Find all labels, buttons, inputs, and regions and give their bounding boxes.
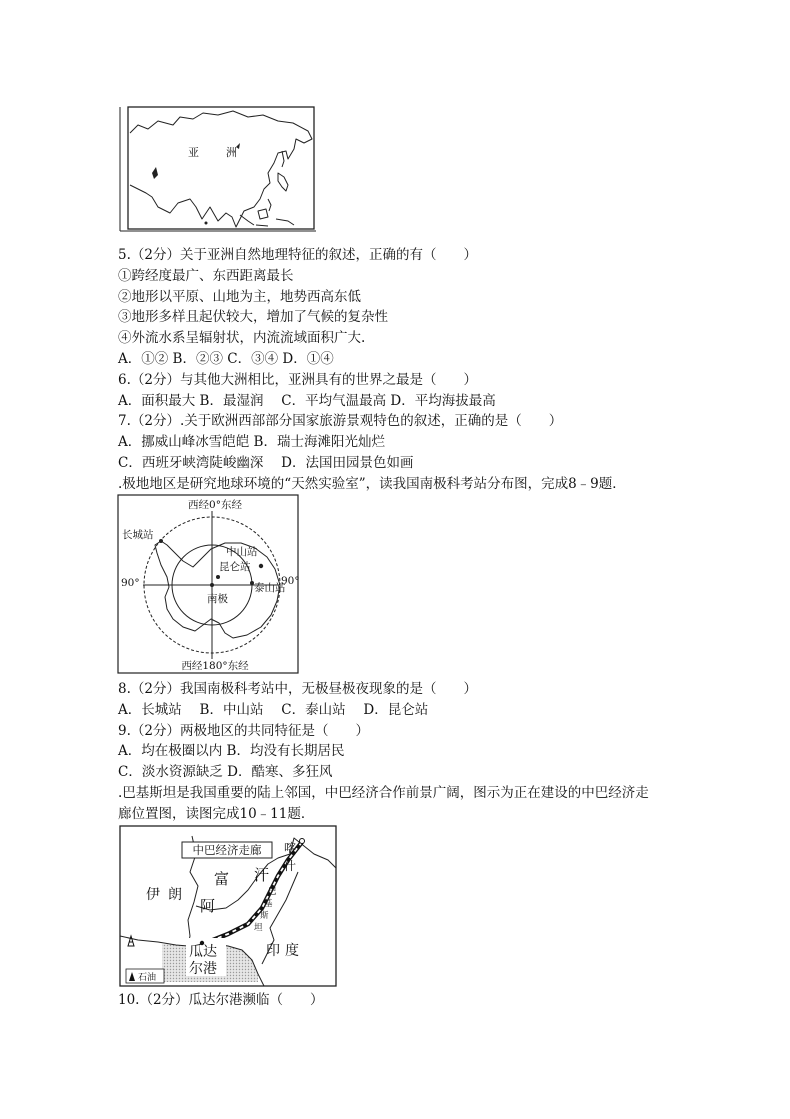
questions-5-7 (118, 245, 626, 495)
pakistan-label-2: 基 (264, 899, 273, 909)
kashgar-label-2: 什 (284, 859, 297, 873)
q7-stem: 7.（2分）.关于欧洲西部部分国家旅游景观特色的叙述，正确的是（ ） (118, 413, 563, 430)
q8-options: A．长城站 B．中山站 C．泰山站 D．昆仑站 (118, 701, 429, 718)
asia-label-ya: 亚 (188, 146, 199, 159)
left-90-label: 90° (121, 577, 140, 589)
q9-options-line-2: C．淡水资源缺乏 D．酷寒、多狂风 (118, 764, 333, 781)
asia-coastline (130, 111, 312, 227)
afghanistan-label-3: 汗 (254, 866, 270, 884)
intro-10-11-line-2: 廊位置图，读图完成10﹣11题． (118, 805, 315, 822)
sakhalin-island (282, 151, 284, 167)
q9-options-line-1: A．均在极圈以内 B．均没有长期居民 (118, 743, 345, 760)
q9-stem: 9.（2分）两极地区的共同特征是（ ） (118, 722, 369, 739)
south-pole-label: 南极 (207, 593, 228, 605)
q5-statement-4: ④外流水系呈辐射状，内流流域面积广大. (118, 330, 366, 347)
q5-statement-3: ③地形多样且起伏较大，增加了气候的复杂性 (118, 309, 388, 326)
iran-label: 伊朗 (146, 887, 190, 903)
antarctic-top-label: 西经0°东经 (188, 499, 242, 511)
afghanistan-label-2: 富 (214, 870, 230, 888)
philippines-islands (268, 199, 271, 211)
legend-oil-label: 石油 (138, 973, 157, 983)
asia-map (118, 103, 318, 233)
india-label: 印度 (266, 943, 304, 959)
kunlun-station-dot (216, 575, 220, 579)
great-wall-station-dot (159, 539, 163, 543)
pakistan-label-4: 坦 (254, 923, 263, 933)
new-guinea-island (276, 219, 294, 225)
pakistan-label-1: 巴 (268, 887, 277, 897)
caspian-sea (152, 167, 158, 179)
intro-8-9: .极地地区是研究地球环境的“天然实验室”，读我国南极科考站分布图，完成8﹣9题． (118, 475, 626, 492)
gwadar-label-1: 瓜达 (189, 944, 217, 960)
q10-stem: 10.（2分）瓜达尔港濒临（ ） (118, 992, 324, 1008)
sri-lanka-island (205, 222, 208, 225)
q6-options: A．面积最大 B．最湿润 C．平均气温最高 D．平均海拔最高 (118, 392, 496, 409)
zhongshan-station-label: 中山站 (226, 546, 258, 558)
taishan-station-label: 泰山站 (254, 582, 286, 594)
corridor-title: 中巴经济走廊 (192, 843, 262, 857)
pakistan-label-3: 斯 (260, 911, 269, 921)
q8-stem: 8.（2分）我国南极科考站中，无极昼极夜现象的是（ ） (118, 681, 477, 697)
corridor-map (118, 824, 338, 988)
china-border (290, 838, 336, 868)
q7-options-line-1: A．挪威山峰冰雪皑皑 B．瑞士海滩阳光灿烂 (118, 434, 385, 451)
sumatra-island (240, 215, 254, 225)
gwadar-label-2: 尔港 (189, 961, 217, 977)
great-wall-station-label: 长城站 (122, 529, 154, 541)
q5-options: A．①② B．②③ C．③④ D．①④ (118, 350, 334, 367)
zhongshan-station-dot (259, 564, 263, 568)
antarctic-map (115, 493, 300, 676)
q7-options-line-2: C．西班牙峡湾陡峻幽深 D．法国田园景色如画 (118, 454, 414, 471)
afghanistan-label-1: 阿 (200, 897, 216, 915)
antarctic-bottom-label: 西经180°东经 (181, 660, 249, 672)
q5-statement-2: ②地形以平原、山地为主，地势西高东低 (118, 288, 361, 305)
questions-8-9 (118, 679, 649, 825)
q5-statement-1: ①跨经度最广、东西距离最长 (118, 267, 294, 284)
intro-10-11-line-1: .巴基斯坦是我国重要的陆上邻国，中巴经济合作前景广阔，图示为正在建设的中巴经济走 (118, 784, 649, 801)
java-island (256, 225, 268, 226)
q6-stem: 6.（2分）与其他大洲相比，亚洲具有的世界之最是（ ） (118, 371, 477, 388)
south-pole-dot (210, 583, 214, 587)
question-10 (118, 990, 324, 1011)
q5-stem: 5.（2分）关于亚洲自然地理特征的叙述，正确的有（ ） (118, 247, 477, 263)
asia-label-zhou: 洲 (226, 146, 237, 159)
right-90-label: 90° (281, 575, 300, 587)
kashgar-label-1: 喀 (284, 841, 297, 855)
kashgar-marker (300, 839, 305, 844)
borneo-island (258, 209, 268, 219)
kunlun-station-label: 昆仑站 (219, 561, 251, 573)
japan-islands (278, 173, 288, 191)
